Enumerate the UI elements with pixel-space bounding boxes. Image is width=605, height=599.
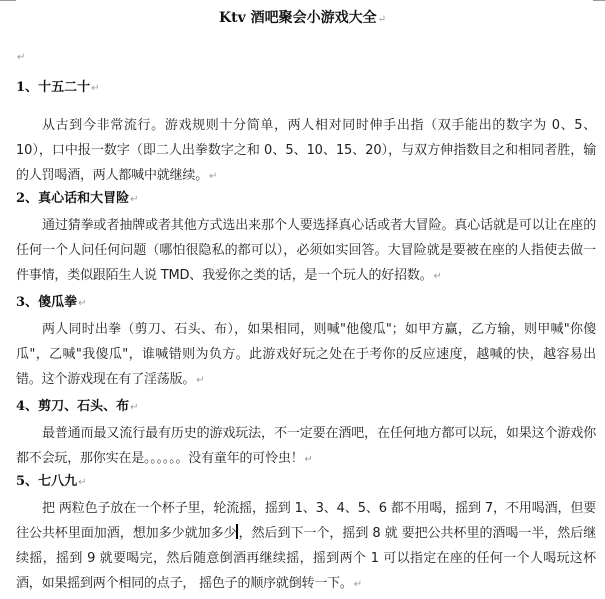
paragraph-mark-icon: ↵ (91, 83, 100, 94)
section-heading-4: 4、剪刀、石头、布↵ (16, 399, 139, 414)
paragraph-mark-icon: ↵ (17, 52, 26, 63)
section-heading-5: 5、七八九↵ (16, 474, 87, 489)
section-body-1: 从古到今非常流行。游戏规则十分简单，两人相对同时伸手出指（双手能出的数字为 0、5、10），口中报一数字（即二人出拳数字之和 0、5、10、15、20），与双方伸指数目之和相同者胜，输的人罚喝酒，两人都喊中就继续。↵ (16, 118, 596, 183)
paragraph-mark-icon: ↵ (304, 454, 313, 465)
page-corner-mark-left (0, 0, 16, 1)
paragraph-mark-icon: ↵ (130, 194, 139, 205)
paragraph-mark-icon: ↵ (130, 402, 139, 413)
paragraph-mark-icon: ↵ (78, 298, 87, 309)
page-corner-mark-right (593, 0, 605, 1)
section-heading-3: 3、傻瓜拳↵ (16, 295, 87, 310)
title-text: Ktv 酒吧聚会小游戏大全 (218, 10, 377, 26)
paragraph-mark-icon: ↵ (78, 477, 87, 488)
paragraph-mark-icon: ↵ (353, 579, 362, 590)
document-title (0, 8, 605, 30)
section-body-4: 最普通而最又流行最有历史的游戏玩法，不一定要在酒吧，在任何地方都可以玩，如果这个游戏你都不会玩，那你实在是。。。。。。没有童年的可怜虫！↵ (16, 426, 596, 466)
paragraph-mark-icon: ↵ (196, 375, 205, 386)
paragraph-mark-icon: ↵ (433, 271, 442, 282)
section-heading-1: 1、十五二十↵ (16, 80, 100, 95)
section-body-5: 把 两粒色子放在一个杯子里，轮流摇，摇到 1、3、4、5、6 都不用喝，摇到 7，不用喝酒，但要往公共杯里面加酒，想加多少就加多少 ，然后到下一个，摇到 8 就 要把公共杯里的酒喝一半，然后继续摇，摇到 9 就要喝完，然后随意倒酒再继续摇，摇到两个 1 可以指定在座的任何一个人喝玩这杯酒，如果摇到两个相同的点子， 摇色子的顺序就倒转一下。↵ (16, 501, 596, 591)
section-body-3: 两人同时出拳（剪刀、石头、布），如果相同，则喊"他傻瓜"；如甲方赢，乙方输，则甲喊"你傻瓜"，乙喊"我傻瓜"，谁喊错则为负方。此游戏好玩之处在于考你的反应速度，越喊的快，越容易出错。这个游戏现在有了淫荡版。↵ (16, 322, 596, 387)
section-body-2: 通过猜拳或者抽牌或者其他方式选出来那个人要选择真心话或者大冒险。真心话就是可以让在座的任何一个人问任何问题（哪怕很隐私的都可以），必须如实回答。大冒险就是要被在座的人指使去做一件事情，类似跟陌生人说 TMD、我爱你之类的话，是一个玩人的好招数。↵ (16, 218, 596, 283)
paragraph-mark-icon: ↵ (377, 14, 387, 25)
empty-paragraph (16, 48, 25, 65)
section-heading-2: 2、真心话和大冒险↵ (16, 191, 139, 206)
paragraph-mark-icon: ↵ (209, 171, 218, 182)
